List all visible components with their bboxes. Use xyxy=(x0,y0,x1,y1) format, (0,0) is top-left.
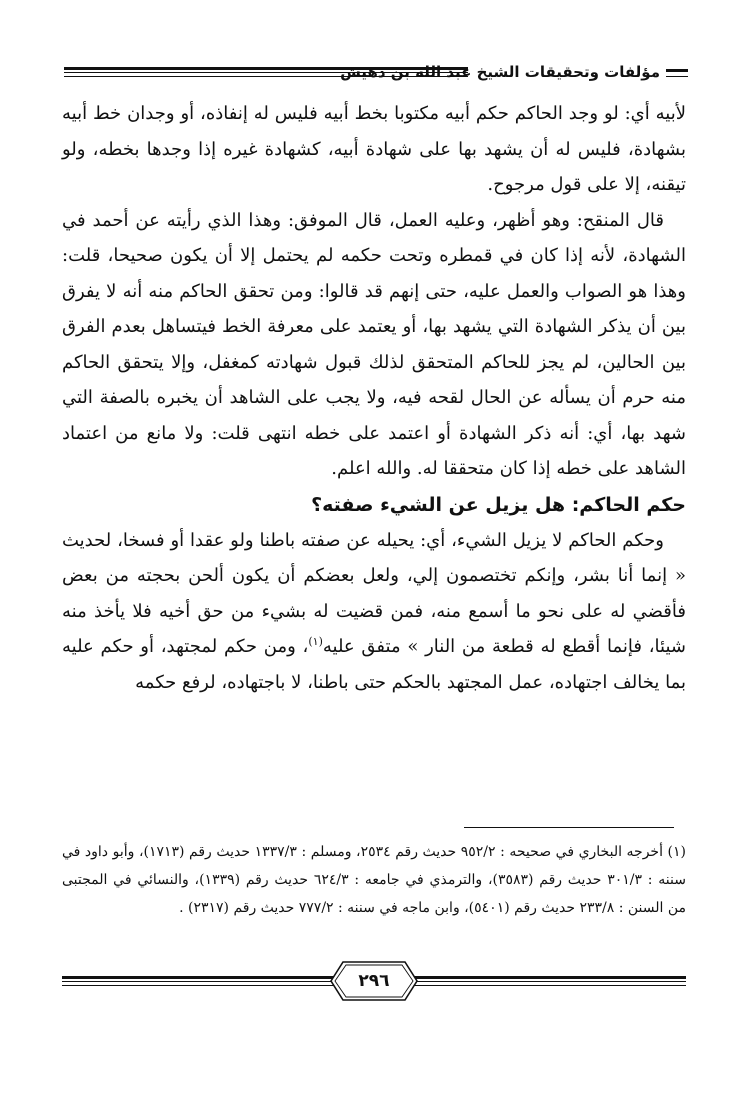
paragraph-1: لأبيه أي: لو وجد الحاكم حكم أبيه مكتوبا بخط أبيه فليس له إنفاذه، أو وجدان خط أبيه بشهادة، فليس له أن يشهد بها على شهادة أبيه، كشهادة غيره إذا وجدها بخطه، ولو تيقنه، إلا على قول مرجوح. xyxy=(62,103,686,195)
paragraph-3 xyxy=(62,523,686,701)
section-heading: حكم الحاكم: هل يزيل عن الشيء صفته؟ xyxy=(311,493,686,516)
footnote-1: (١) أخرجه البخاري في صحيحه : ٩٥٢/٢ حديث رقم ٢٥٣٤، ومسلم : ١٣٣٧/٣ حديث رقم (١٧١٣)، وأبو داود في سننه : ٣٠١/٣ حديث رقم (٣٥٨٣)، والترمذي في جامعه : ٦٢٤/٣ حديث رقم (١٣٣٩)، والنسائي في المجتبى من السنن : ٢٣٣/٨ حديث رقم (٥٤٠١)، وابن ماجه في سننه : ٧٧٧/٢ حديث رقم (٢٣١٧) . xyxy=(62,844,686,916)
paragraph-3-text-after: ، ومن حكم لمجتهد، أو حكم عليه بما يخالف اجتهاده، عمل المجتهد بالحكم حتى باطنا، لا باجتهاده، لرفع حكمه xyxy=(62,636,686,693)
running-title xyxy=(340,60,688,84)
header-rule-mark xyxy=(666,69,688,77)
page-number-badge xyxy=(329,960,419,1002)
page-header xyxy=(64,60,688,84)
paragraph-3-text-before: وحكم الحاكم لا يزيل الشيء، أي: يحيله عن صفته باطنا ولو عقدا أو فسخا، لحديث « إنما أنا بشر، وإنكم تختصمون إلي، ولعل بعضكم أن يكون ألحن بحجته من بعض فأقضي له على نحو ما أسمع منه، فمن قضيت له بشيء من حق أخيه فلا يأخذ منه شيئا، فإنما أقطع له قطعة من النار » متفق عليه xyxy=(62,529,686,657)
paragraph-2-text: قال المنقح: وهو أظهر، وعليه العمل، قال الموفق: وهذا الذي رأيته عن أحمد في الشهادة، لأنه إذا كان في قمطره وتحت حكمه لم يحتمل إلا أن يكون صحيحا، قلت: وهذا هو الصواب والعمل عليه، حتى إنهم قد قالوا: ومن تحقق الحاكم منه أنه لا يفرق بين أن يذكر الشهادة التي يشهد بها، أو يعتمد على معرفة الخط فيتساهل بعدم الفرق بين الحالين، لم يجز للحاكم المتحقق لذلك قبول شهادته كمغفل، وإلا يتحقق الحاكم منه حرم أن يسأله عن الحال لقحه فيه، ولا يجب على الشاهد أن يخبره بالصفة التي شهد بها، أي: أنه ذكر الشهادة أو اعتمد على خطه انتهى قلت: ولا مانع من اعتماد الشاهد على خطه إذا كان متحققا له. والله اعلم. xyxy=(62,209,686,479)
running-title-text: مؤلفات وتحقيقات الشيخ عبد الله بن دهيش xyxy=(340,63,660,81)
paragraph-2 xyxy=(62,203,686,487)
main-text xyxy=(62,96,686,700)
footnote-reference[interactable]: (١) xyxy=(308,635,323,648)
page-footer xyxy=(62,960,686,1004)
footnote-rule xyxy=(464,827,674,828)
page-number: ٢٩٦ xyxy=(358,971,390,991)
